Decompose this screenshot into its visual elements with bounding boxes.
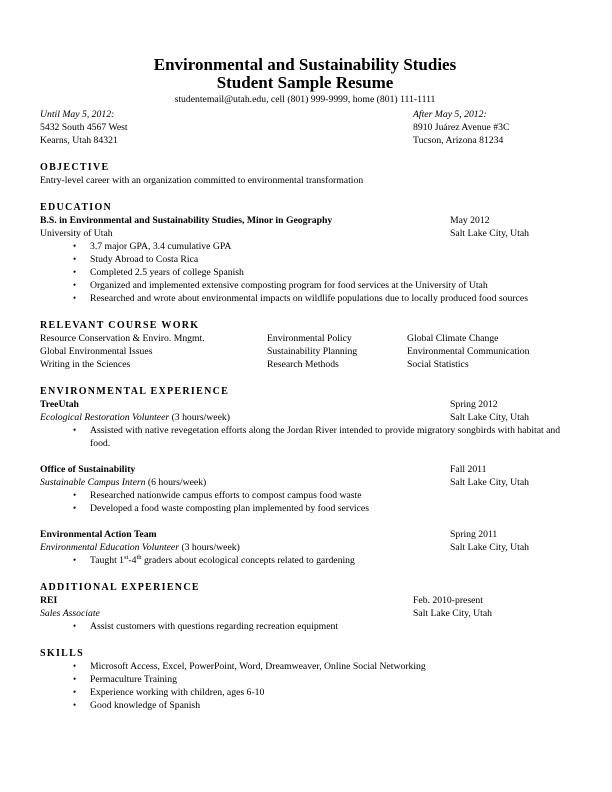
education-school-row — [40, 227, 570, 240]
entry-title: Sales Associate — [40, 608, 100, 619]
bullet-text-part: graders about ecological concepts related to gardening — [141, 555, 355, 566]
entry-location: Salt Lake City, Utah — [450, 412, 530, 423]
course-item: Global Climate Change — [407, 333, 499, 344]
entry-bullet — [90, 554, 570, 567]
course-item: Sustainability Planning — [267, 346, 358, 357]
address-until-line2: Kearns, Utah 84321 — [40, 135, 118, 146]
entry-date: Feb. 2010-present — [413, 595, 483, 606]
education-bullets — [40, 240, 570, 305]
course-item: Research Methods — [267, 359, 339, 370]
education-bullet: • Completed 2.5 years of college Spanish — [90, 266, 570, 279]
address-after-label: After May 5, 2012: — [413, 109, 487, 120]
entry-title: Environmental Education Volunteer — [40, 542, 180, 553]
entry-title-line — [40, 411, 450, 424]
contact-line: studentemail@utah.edu, cell (801) 999-9999, home (801) 111-1111 — [174, 94, 436, 105]
address-until-line1: 5432 South 4567 West — [40, 122, 128, 133]
entry-location: Salt Lake City, Utah — [413, 608, 493, 619]
section-objective — [40, 161, 570, 187]
entry-title-suffix: (3 hours/week) — [179, 542, 240, 553]
coursework-grid — [40, 332, 570, 371]
course-item: Global Environmental Issues — [40, 346, 153, 357]
bullet-superscript: st — [124, 553, 129, 561]
entry-title-suffix: (6 hours/week) — [145, 477, 207, 488]
experience-entry-treeutah — [40, 398, 570, 450]
entry-title: Ecological Restoration Volunteer — [40, 412, 170, 423]
entry-date: Spring 2012 — [450, 399, 498, 410]
education-bullet: • 3.7 major GPA, 3.4 cumulative GPA — [90, 240, 570, 253]
course-item: Environmental Policy — [267, 333, 352, 344]
address-until-label: Until May 5, 2012: — [40, 109, 115, 120]
entry-location: Salt Lake City, Utah — [450, 542, 530, 553]
entry-org-row — [40, 594, 570, 607]
entry-title-suffix: (3 hours/week) — [169, 412, 230, 423]
objective-text: Entry-level career with an organization committed to environmental transformation — [40, 175, 364, 186]
entry-location: Salt Lake City, Utah — [450, 477, 530, 488]
skills-heading: SKILLS — [40, 648, 84, 659]
entry-bullet: • Assisted with native revegetation efforts along the Jordan River intended to provide migratory songbirds with habitat and food. — [90, 424, 570, 450]
entry-title-line — [40, 476, 450, 489]
entry-bullet: • Assist customers with questions regarding recreation equipment — [90, 620, 570, 633]
skills-bullets — [40, 660, 570, 712]
section-additional-experience — [40, 581, 570, 633]
entry-org: REI — [40, 595, 58, 606]
skill-bullet: • Microsoft Access, Excel, PowerPoint, Word, Dreamweaver, Online Social Networking — [90, 660, 570, 673]
course-item: Social Statistics — [407, 359, 469, 370]
bullet-superscript: th — [136, 553, 142, 561]
entry-title-row — [40, 607, 570, 620]
additional-experience-heading: ADDITIONAL EXPERIENCE — [40, 582, 200, 593]
entry-bullets — [40, 620, 570, 633]
entry-org: Office of Sustainability — [40, 464, 136, 475]
section-skills — [40, 647, 570, 712]
environmental-experience-heading: ENVIRONMENTAL EXPERIENCE — [40, 386, 230, 397]
education-heading: EDUCATION — [40, 202, 113, 213]
address-after — [413, 108, 570, 147]
entry-title-row — [40, 476, 570, 489]
course-item: Writing in the Sciences — [40, 359, 131, 370]
entry-title-row — [40, 541, 570, 554]
entry-date: Fall 2011 — [450, 464, 487, 475]
entry-bullets — [40, 489, 570, 515]
experience-entry-action-team — [40, 528, 570, 567]
entry-org-row — [40, 528, 570, 541]
education-bullet: • Researched and wrote about environmental impacts on wildlife populations due to locally produced food sources — [90, 292, 570, 305]
education-degree: B.S. in Environmental and Sustainability Studies, Minor in Geography — [40, 215, 333, 226]
entry-org-row — [40, 398, 570, 411]
entry-title-row — [40, 411, 570, 424]
entry-bullet: • Researched nationwide campus efforts to compost campus food waste — [90, 489, 570, 502]
address-block — [40, 108, 570, 147]
section-coursework — [40, 319, 570, 371]
resume-title-line2: Student Sample Resume — [216, 73, 394, 92]
address-after-line1: 8910 Juárez Avenue #3C — [413, 122, 510, 133]
section-environmental-experience — [40, 385, 570, 567]
education-degree-row — [40, 214, 570, 227]
address-after-line2: Tucson, Arizona 81234 — [413, 135, 504, 146]
entry-bullets — [40, 554, 570, 567]
bullet-text-part: Taught 1 — [90, 555, 125, 566]
education-school: University of Utah — [40, 228, 113, 239]
resume-title-line1: Environmental and Sustainability Studies — [153, 55, 457, 74]
course-item: Environmental Communication — [407, 346, 530, 357]
objective-heading: OBJECTIVE — [40, 162, 110, 173]
entry-org: Environmental Action Team — [40, 529, 157, 540]
bullet-text-part: -4 — [128, 555, 137, 566]
education-date: May 2012 — [450, 215, 490, 226]
entry-bullet: • Developed a food waste composting plan implemented by food services — [90, 502, 570, 515]
education-bullet: • Study Abroad to Costa Rica — [90, 253, 570, 266]
experience-entry-sustainability-office — [40, 463, 570, 515]
entry-org-row — [40, 463, 570, 476]
skill-bullet: • Experience working with children, ages 6-10 — [90, 686, 570, 699]
entry-title-line — [40, 541, 450, 554]
entry-bullets — [40, 424, 570, 450]
skill-bullet: • Permaculture Training — [90, 673, 570, 686]
course-item: Resource Conservation & Enviro. Mngmt. — [40, 333, 205, 344]
entry-date: Spring 2011 — [450, 529, 498, 540]
coursework-heading: RELEVANT COURSE WORK — [40, 320, 200, 331]
section-education — [40, 201, 570, 305]
education-location: Salt Lake City, Utah — [450, 228, 530, 239]
entry-title: Sustainable Campus Intern — [40, 477, 146, 488]
education-bullet: • Organized and implemented extensive composting program for food services at the University of Utah — [90, 279, 570, 292]
address-until — [40, 108, 413, 147]
entry-org: TreeUtah — [40, 399, 79, 410]
skill-bullet: • Good knowledge of Spanish — [90, 699, 570, 712]
